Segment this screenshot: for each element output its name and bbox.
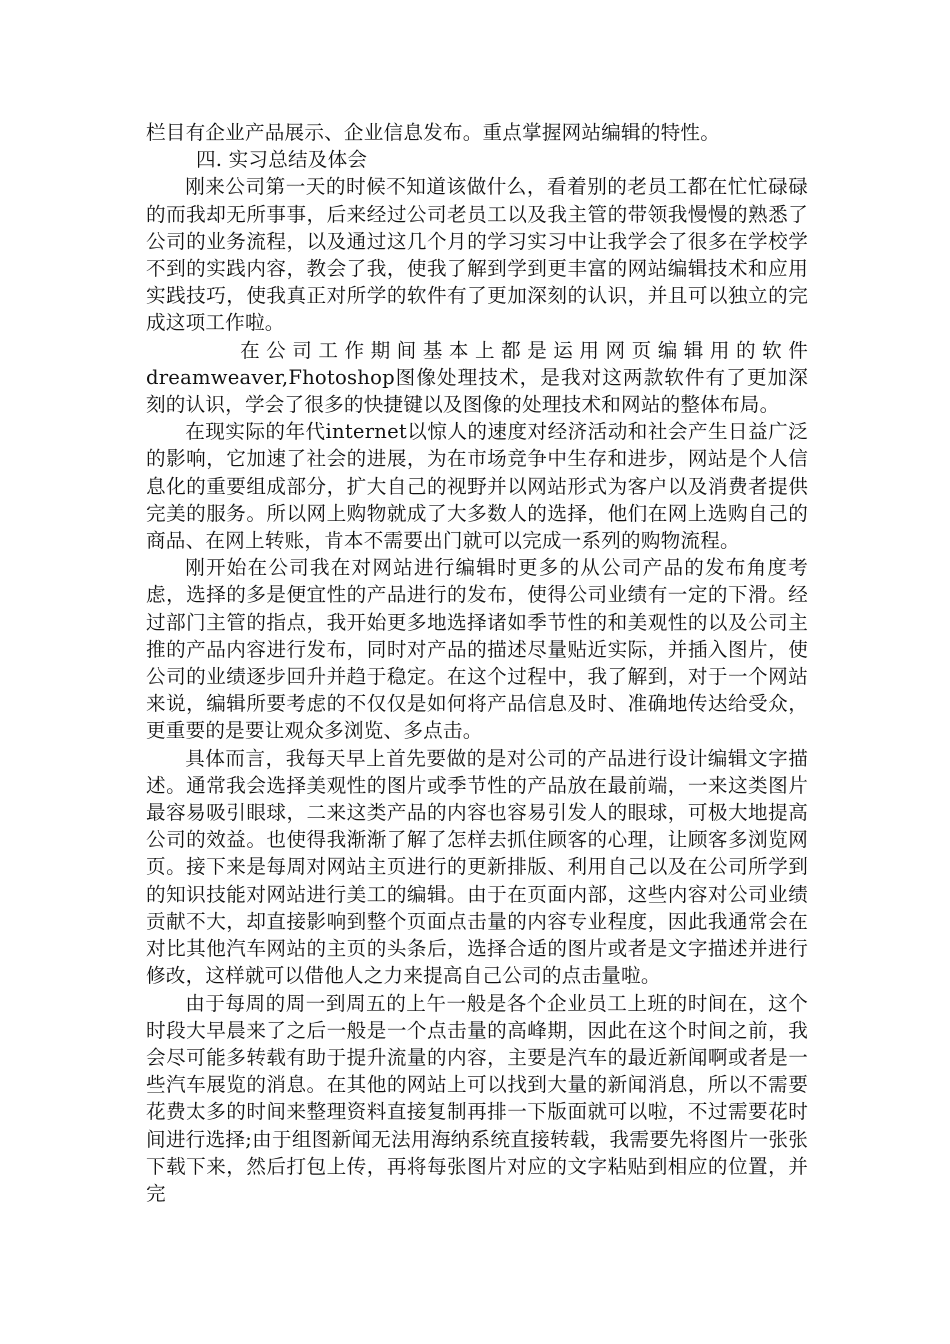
document-body <box>146 119 808 1207</box>
paragraph: 由于每周的周一到周五的上午一般是各个企业员工上班的时间在，这个时段大早晨来了之后一般是一个点击量的高峰期，因此在这个时间之前，我会尽可能多转载有助于提升流量的内容，主要是汽车的最近新闻啊或者是一些汽车展览的消息。在其他的网站上可以找到大量的新闻消息，所以不需要花费太多的时间来整理资料直接复制再排一下版面就可以啦，不过需要花时间进行选择;由于组图新闻无法用海纳系统直接转载，我需要先将图片一张张下载下来，然后打包上传，再将每张图片对应的文字粘贴到相应的位置，并完 <box>146 991 808 1205</box>
paragraph-continuation: 栏目有企业产品展示、企业信息发布。重点掌握网站编辑的特性。 <box>146 121 721 144</box>
paragraph: 在公司工作期间基本上都是运用网页编辑用的软件dreamweaver,Fhotoshop图像处理技术，是我对这两款软件有了更加深刻的认识，学会了很多的快捷键以及图像的处理技术和网站的整体布局。 <box>146 338 808 417</box>
section-heading: 四. 实习总结及体会 <box>195 148 368 172</box>
paragraph: 刚来公司第一天的时候不知道该做什么，看着别的老员工都在忙忙碌碌的而我却无所事事，后来经过公司老员工以及我主管的带领我慢慢的熟悉了公司的业务流程，以及通过这几个月的学习实习中让我学会了很多在学校学不到的实践内容，教会了我，使我了解到学到更丰富的网站编辑技术和应用实践技巧，使我真正对所学的软件有了更加深刻的认识，并且可以独立的完成这项工作啦。 <box>146 175 808 335</box>
paragraph: 在现实际的年代internet以惊人的速度对经济活动和社会产生日益广泛的影响，它加速了社会的进展，为在市场竞争中生存和进步，网站是个人信息化的重要组成部分，扩大自己的视野并以网站形式为客户以及消费者提供完美的服务。所以网上购物就成了大多数人的选择，他们在网上选购自己的商品、在网上转账，肯本不需要出门就可以完成一系列的购物流程。 <box>146 420 808 553</box>
paragraph: 具体而言，我每天早上首先要做的是对公司的产品进行设计编辑文字描述。通常我会选择美观性的图片或季节性的产品放在最前端，一来这类图片最容易吸引眼球，二来这类产品的内容也容易引发人的眼球，可极大地提高公司的效益。也使得我渐渐了解了怎样去抓住顾客的心理，让顾客多浏览网页。接下来是每周对网站主页进行的更新排版、利用自己以及在公司所学到的知识技能对网站进行美工的编辑。由于在页面内部，这些内容对公司业绩贡献不大，却直接影响到整个页面点击量的内容专业程度，因此我通常会在对比其他汽车网站的主页的头条后，选择合适的图片或者是文字描述并进行修改，这样就可以借他人之力来提高自己公司的点击量啦。 <box>146 746 808 988</box>
paragraph: 刚开始在公司我在对网站进行编辑时更多的从公司产品的发布角度考虑，选择的多是便宜性的产品进行的发布，使得公司业绩有一定的下滑。经过部门主管的指点，我开始更多地选择诸如季节性的和美观性的以及公司主推的产品内容进行发布，同时对产品的描述尽量贴近实际，并插入图片，使公司的业绩逐步回升并趋于稳定。在这个过程中，我了解到，对于一个网站来说，编辑所要考虑的不仅仅是如何将产品信息及时、准确地传达给受众，更重要的是要让观众多浏览、多点击。 <box>146 556 808 743</box>
